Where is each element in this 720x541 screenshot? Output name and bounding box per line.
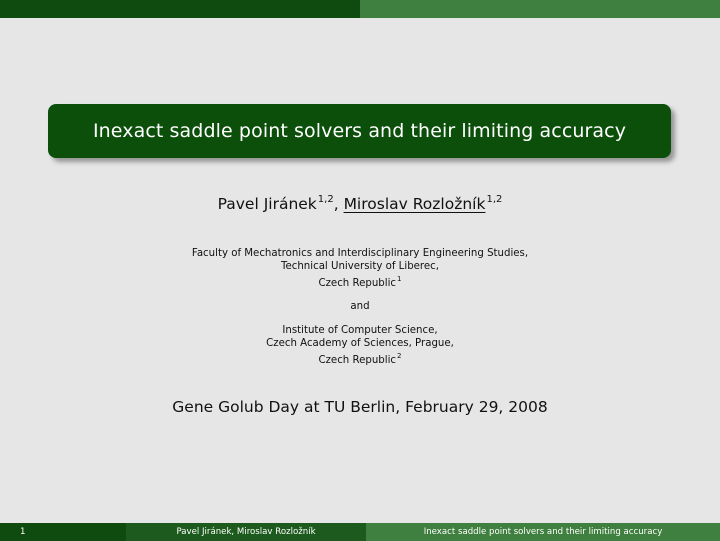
slide-title: Inexact saddle point solvers and their limiting accuracy bbox=[92, 120, 627, 142]
affiliation-2-line-2: Czech Academy of Sciences, Prague, bbox=[266, 338, 454, 349]
header-bar-right bbox=[360, 0, 720, 18]
and-separator bbox=[0, 300, 720, 313]
affiliation-2-mark: 2 bbox=[397, 352, 402, 360]
header-bar bbox=[0, 0, 720, 18]
footer-page-number: 1 bbox=[0, 523, 126, 541]
affiliation-1-country: Czech Republic bbox=[318, 278, 397, 289]
affiliation-1-mark: 1 bbox=[397, 275, 402, 283]
and-text: and bbox=[350, 301, 370, 312]
affiliation-2 bbox=[0, 324, 720, 367]
affiliation-2-line-1: Institute of Computer Science, bbox=[282, 325, 438, 336]
header-bar-left bbox=[0, 0, 360, 18]
author-1-affiliation-mark: 1,2 bbox=[317, 194, 334, 205]
affiliation-2-country: Czech Republic bbox=[318, 355, 397, 366]
affiliation-2-line-3 bbox=[0, 350, 720, 367]
author-separator: , bbox=[333, 195, 344, 213]
affiliation-1 bbox=[0, 247, 720, 290]
author-2-name: Miroslav Rozložník bbox=[343, 195, 486, 213]
footer-bar bbox=[0, 523, 720, 541]
footer-authors: Pavel Jiránek, Miroslav Rozložník bbox=[126, 523, 366, 541]
affiliation-1-line-1: Faculty of Mechatronics and Interdisciplinary Engineering Studies, bbox=[191, 248, 529, 259]
footer-title: Inexact saddle point solvers and their limiting accuracy bbox=[366, 523, 720, 541]
author-2-affiliation-mark: 1,2 bbox=[486, 194, 503, 205]
title-box bbox=[48, 104, 671, 158]
author-line bbox=[0, 194, 720, 213]
affiliation-1-line-3 bbox=[0, 273, 720, 290]
affiliation-1-line-2: Technical University of Liberec, bbox=[280, 261, 439, 272]
author-1-name: Pavel Jiránek bbox=[217, 195, 317, 213]
conference-line: Gene Golub Day at TU Berlin, February 29, 2008 bbox=[172, 398, 548, 416]
